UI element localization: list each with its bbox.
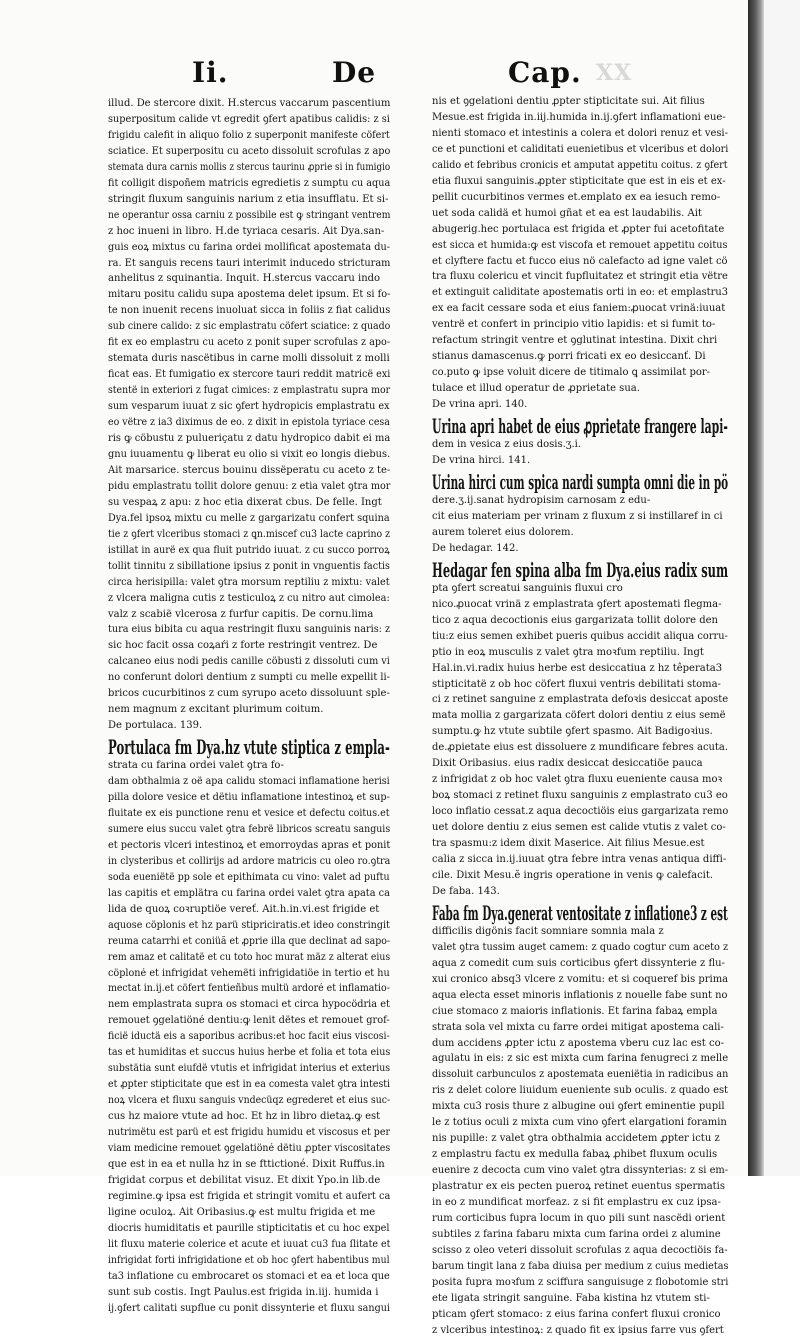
- text-line: cöploné et infrigidat vehemëti infrigidatiöe in tertio et hu: [108, 967, 390, 979]
- text-line: superpositum calide vt egredit ꝯfert apatibus calidis: z si: [108, 113, 390, 125]
- binding-shadow: [748, 0, 764, 1176]
- text-line: in clysteribus et collirijs ad ardore matricis cu oleo ro.ꝯtra: [108, 855, 391, 867]
- scan-margin: [764, 0, 800, 1176]
- text-line: cile. Dixit Mesu.ĕ ingris operatione in venis ꝙ calefacit.: [432, 869, 714, 881]
- right-text-column: [432, 94, 729, 1336]
- text-line: Mesue.est frigida in.iij.humida in.ij.ꝯfert inflamationi eue-: [432, 111, 726, 123]
- text-line: strata sola vel mixta cu farre ordei mitigat apostema cali-: [432, 1021, 724, 1033]
- left-text-column: [108, 96, 391, 1314]
- text-line: ta3 inflatione cu embrocaret os stomaci et ea et loca que: [108, 1270, 390, 1282]
- text-line: sic hoc facit ossa coꝝaŕi z forte restringit ventrez. De: [108, 640, 378, 652]
- text-line: stemata duris nascëtibus in carne molli dissoluit z molli: [108, 353, 390, 365]
- text-line: nis pupille: z valet ꝯtra obthalmia accidetem ꝓpter ictu z: [432, 1133, 720, 1145]
- text-line: Hal.in.vi.radix huius herbe est desiccatiua z hz têperata3: [432, 662, 723, 674]
- text-line: soda eueniëtë pp sole et epithimata cu vino: valet ad puftu: [108, 871, 390, 883]
- text-line: et clyftere factu et fucco eius nö calefacto ad igne valet cö: [432, 255, 728, 267]
- text-line: difficilis digönis facit somniare somnia mala z: [432, 925, 664, 937]
- text-line: ficat eas. Et fumigatio ex stercore tauri reddit matricë exi: [108, 369, 391, 381]
- text-line: agulatu in eis: z sic est mixta cum farina fenugreci z melle: [432, 1053, 729, 1065]
- text-line: et extinguit caliditate apostematis orti in eo: et emplastru3: [432, 287, 728, 299]
- text-line: su vespaꝝ z apu: z hoc etia dixerat cbus. De felle. Ingt: [108, 496, 382, 508]
- text-line: tas et humiditas et succus huius herbe et folia et tota eius: [108, 1047, 391, 1059]
- text-line: tulace et illud operatur de ꝓprietate sua.: [432, 383, 640, 395]
- text-line: las capitis et emplätra cu farina ordei valet ꝯtra apata ca: [108, 887, 390, 899]
- text-line: ficië iductä eis a saporibus acribus:et hoc facit eius viscosi-: [108, 1031, 390, 1043]
- text-line: Urina hirci cum spica nardi sumpta omni die in pö: [432, 469, 729, 494]
- text-line: stianus damascenus.ꝙ porri fricati ex eo desiccanť. Di: [432, 351, 706, 363]
- text-line: etia fluxui sanguinis.ꝓpter stipticitate que est in eis et ex-: [432, 175, 726, 187]
- text-line: tico z aqua decoctionis eius gargarizata tollit dolore den: [432, 614, 718, 626]
- text-line: uet soda calidä et humoi gñat et ea est laudabilis. Ait: [432, 207, 702, 219]
- text-line: rem amaz et calitatë et cu toto hoc murat mäz z alterat eius: [108, 951, 391, 963]
- text-line: tiu:z eius semen exhibet pueris quibus accidit aliqua corru-: [432, 630, 728, 642]
- text-line: loco inflatio cessat.z aqua decoctiöis eius gargarizata remo: [432, 806, 729, 818]
- text-line: stentë in exteriori z fugat cimices: z emplastratu supra mor: [108, 385, 391, 397]
- text-line: que est in ea et nulla hz in se fttictioné. Dixit Ruffus.in: [108, 1158, 385, 1170]
- text-line: de.ꝓpietate eius est dissoluere z mundificare febres acuta.: [432, 742, 729, 754]
- text-line: mectat in.ij.et cöfert fentieñbus multü ardoré et inflamatio-: [108, 983, 390, 995]
- text-line: sumptu.ꝙ hz vtute subtile ꝯfert spasmo. Ait Badigoꝛius.: [432, 726, 713, 738]
- text-line: in eo z mundificat morfeaz. z si fit emplastru ex cuz ipsa-: [432, 1197, 721, 1209]
- text-line: z hoc inueni in libro. H.de tyriaca cesaris. Ait Dya.san-: [108, 225, 385, 237]
- text-line: remouet ꝯgelatiöné dentiu:ꝙ lenit dëtes et remouet grof-: [108, 1015, 390, 1027]
- text-line: valz z scabië vlcerosa z furfur capitis. De cornu.lima: [108, 608, 374, 620]
- text-line: rum corticibus fupra locum in quo pili sunt nascëdi orient: [432, 1213, 726, 1224]
- text-line: dissoluit carbunculos z apostemata eueniëtia in radicibus an: [432, 1069, 729, 1081]
- text-line: pilla dolore vesice et dëtiu inflamatione intestinoꝝ et sup-: [108, 792, 390, 804]
- text-line: pellit cucurbitinos vermes et.emplato ex ea iesuch remo-: [432, 191, 721, 203]
- text-line: reuma catarrhi et coniüă et ꝓprie illa que declinat ad sapo-: [108, 935, 391, 947]
- text-line: calcaneo eius nodi pedis canille cöbusti z dissoluti cum vi: [108, 656, 390, 668]
- text-line: De faba. 143.: [432, 885, 500, 897]
- text-line: ra. Et sanguis recens tauri interimit inducedo stricturam: [108, 257, 391, 269]
- text-line: tie z ꝯfert vlceribus stomaci z ꝗn.miscef cu3 lacte caprino z: [108, 528, 391, 540]
- text-line: Portulaca fm Dya.hz vtute stiptica z empla-: [108, 735, 390, 760]
- text-line: sumere eius succu valet ꝯtra febrë libricos screatu sanguis: [108, 823, 391, 835]
- text-line: le z totius oculi z mixta cum vino ꝯfert elargationi foramin: [432, 1117, 727, 1129]
- text-line: fluitate ex eis punctione renu et vesice et defectu coitus.et: [108, 807, 390, 819]
- running-head-center: De: [332, 56, 377, 89]
- text-line: sciatice. Et superpositu cu aceto dissoluit scrofulas z apo: [108, 145, 391, 157]
- running-head-left: Ii.: [192, 56, 229, 89]
- text-line: et pectoris vlceri intestinoꝝ et emorroydas apras et ponit: [108, 839, 391, 851]
- text-line: bricos cucurbitinos z cum syrupo aceto dissoluunt sple-: [108, 688, 390, 700]
- text-line: nico.ꝓuocat vrinä z emplastrata ꝯfert apostemati flegma-: [432, 598, 722, 610]
- text-line: et ꝓpter stipticitate que est in ea comesta valet ꝯtra intesti: [108, 1079, 391, 1091]
- text-line: Dya.fel ipsoꝝ mixtu cu melle z gargarizatu confert squina: [108, 512, 390, 524]
- text-line: refactum stringit ventre et ꝯglutinat intestina. Dixit chri: [432, 335, 718, 347]
- text-line: stipticitatë z ob hoc cöfert fluxui ventris debilitati stoma-: [432, 678, 721, 690]
- text-line: cus hz maiore vtute ad hoc. Et hz in libro dietaꝝ.ꝙ est: [108, 1111, 381, 1123]
- text-line: fit ex eo emplastru cu aceto z ponit super scrofulas z apo-: [108, 337, 391, 349]
- text-line: tra spasmu:z idem dixit Maserice. Ait filius Mesue.est: [432, 838, 705, 850]
- text-line: circa herisipilla: valet ꝯtra morsum reptiliu z mixtu: valet: [108, 576, 390, 588]
- text-line: ptio in eoꝝ musculis z valet ꝯtra moꝛfum reptiliu. Ingt: [432, 646, 704, 658]
- text-line: frigidu calefit in aliquo folio z superponit manifeste cöfert: [108, 129, 390, 141]
- text-line: no conferunt dolori dentium z sumpti cu melle expellit li-: [108, 672, 390, 684]
- text-line: aurem toleret eius dolorem.: [432, 526, 574, 538]
- text-line: substätia sunt eiufdë vtutis et infrigidat interius et exterius: [108, 1063, 391, 1075]
- text-line: guis eoꝝ mixtus cu farina ordei mollificat apostemata du-: [108, 241, 391, 253]
- text-line: pticam ꝯfert stomaco: z eius farina confert fluxui cronico: [432, 1308, 721, 1320]
- text-line: tollit tinnitu z sibillatione ipsius z ponit in vnguentis factis: [108, 560, 390, 572]
- text-line: infrigidat forti infrigidatione et ob hoc ꝯfert habentibus mul: [108, 1254, 390, 1266]
- text-line: scisso z oleo veteri dissoluit scrofulas z aqua decoctiöis fa-: [432, 1244, 728, 1256]
- text-line: dam obthalmia z oë apa calidu stomaci inflamatione herisi: [108, 776, 390, 788]
- text-line: frigidat corpus et debilitat visuz. Et dixit Ypo.in lib.de: [108, 1174, 381, 1186]
- text-line: anhelitus z squinantia. Inquit. H.stercus vaccaru indo: [108, 273, 381, 285]
- text-line: ex ea facit cessare soda et eius faniem:ꝓuocat vrinä:iuuat: [432, 303, 726, 315]
- text-line: eo vëtre z ia3 diximus de eo. z dixit in epistola tyriace cesa: [108, 417, 390, 429]
- text-line: nis et ꝯgelationi dentiu ꝓpter stipticitate sui. Ait filius: [432, 96, 705, 107]
- text-line: aqua z comedit cum suis corticibus ꝯfert dissynterie z flu-: [432, 957, 725, 969]
- text-line: ris z delet colore liuidum eueniente sub oculis. z quado est: [432, 1085, 729, 1097]
- text-line: dem in vesica z eius dosis.ʒ.i.: [432, 439, 582, 451]
- text-line: De portulaca. 139.: [108, 720, 203, 732]
- text-line: noꝝ vlcera et fluxu sanguis vndecüqz egrederet et eius suc-: [108, 1095, 391, 1107]
- text-line: euenire z decocta cum vino valet ꝯtra dissynterias: z si em-: [432, 1165, 729, 1177]
- show-through-text: XX: [596, 60, 633, 86]
- text-line: mata mollia z gargarizata cöfert dolori dentiu z eius semë: [432, 710, 726, 722]
- text-line: nem emplastrata supra os stomaci et circa hypocödria et: [108, 999, 390, 1011]
- text-line: ete ligata stringit sanguine. Faba kistina hz vtutem sti-: [432, 1292, 710, 1304]
- text-line: barum tingit lana z faba diuisa per medium z cuius medietas: [432, 1260, 729, 1272]
- text-line: De vrina hirci. 141.: [432, 455, 531, 467]
- text-line: stemata dura carnis mollis z stercus taurinu ꝓprie si in fumigio: [108, 161, 391, 173]
- text-line: ne operantur ossa carniu z possibile est ꝙ stringant ventrem: [108, 209, 391, 221]
- text-line: lit fluxu materie colerice et acute et iuuat cu3 fua ſlitate et: [108, 1238, 391, 1250]
- text-line: mixta cu3 rosis thure z albugine oui ꝯfert eminentie pupil: [432, 1101, 725, 1113]
- text-line: diocris humiditatis et paurille stipticitatis et cu hoc expel: [108, 1222, 390, 1234]
- text-line: fit colligit dispoñem matricis egredietis z sumptu cu aqua: [108, 177, 391, 189]
- text-line: aqua electa esset minoris inflationis z nouelle fabe sunt no: [432, 989, 728, 1001]
- text-line: posita fupra moꝛfum z sciffura sanguisuge z flobotomie stri: [432, 1276, 729, 1288]
- text-line: ligine oculoꝝ. Ait Oribasius.ꝙ est multu frigida et me: [108, 1206, 376, 1218]
- text-line: nem magnum z excitant plurimum coitum.: [108, 704, 324, 716]
- text-line: strata cu farina ordei valet ꝯtra fo-: [108, 760, 284, 772]
- text-line: De hedagar. 142.: [432, 542, 519, 554]
- text-line: Hedagar fen spina alba fm Dya.eius radix sum: [432, 557, 729, 582]
- text-line: z infrigidat z ob hoc valet ꝯtra fluxu eueniente causa moꝛ: [432, 774, 723, 786]
- text-line: calia z sicca in.ij.iuuat ꝯtra febre intra venas antiqua diffi-: [432, 853, 727, 865]
- running-head: [0, 56, 760, 96]
- text-line: Urina apri habet de eius ꝓprietate frangere lapi-: [432, 414, 728, 439]
- text-line: calido et febribus cronicis et amputat appetitu coitus. z ꝯfert: [432, 159, 728, 171]
- text-line: te non inuenit recens inuoluat sicca in foliis z fiat calidus: [108, 305, 391, 317]
- text-line: z vlcera maligna cutis z testiculoꝝ z cu nitro aut cimolea:: [108, 592, 390, 604]
- text-line: mitaru positu calidu supa apostema delet ipsum. Et si fo-: [108, 289, 391, 301]
- text-line: tra fluxu colericu et vincit fupfluitatez et stringit etia vëtre: [432, 271, 728, 283]
- text-line: gnu iuuamentu ꝙ liberat eu olio si vixit eo longis diebus.: [108, 448, 391, 460]
- text-line: valet ꝯtra tussim auget camem: z quado cogtur cum aceto z: [432, 941, 729, 953]
- text-line: boꝝ stomaci z retinet fluxu sanguinis z emplastrato cu3 eo: [432, 790, 728, 802]
- text-line: dum accidens ꝓpter ictu z apostema vberu cuz lac est co-: [432, 1037, 724, 1049]
- text-line: subtiles z farina fabaru mixta cum farina ordei z alumine: [432, 1228, 721, 1240]
- text-line: z emplastru factu ex medulla fabaꝝ ꝓhibet fluxum oculis: [432, 1149, 718, 1161]
- text-line: ci z retinet sanguine z emplastrata defoꝛis desiccat aposte: [432, 694, 729, 706]
- running-head-right: Cap.: [508, 56, 582, 89]
- text-line: z vlceribus intestinoꝝ: z quado fit ex ipsius farre vus ꝯfert: [432, 1324, 724, 1336]
- text-line: regimine.ꝙ ipsa est frigida et stringit vomitu et aufert ca: [108, 1190, 391, 1202]
- text-line: est sicca et humida:ꝙ est viscofa et remouet appetitu coitus: [432, 239, 728, 251]
- text-line: ij.ꝯfert calitati supflue cu ponit dissynterie et fluxu sangui: [108, 1302, 390, 1314]
- text-line: Faba fm Dya.generat ventositate z inflatione3 z est: [432, 900, 728, 925]
- text-line: uet dolore dentiu z eius semen est calide vtutis z valet co-: [432, 822, 726, 834]
- text-line: ce et punctioni et caliditati euenietibus et vlceribus et dolori: [432, 143, 729, 155]
- text-line: istillat in aurë ex qua fluit putrido iuuat. z cu succo porroꝝ: [108, 544, 390, 556]
- text-line: De vrina apri. 140.: [432, 399, 528, 411]
- text-line: viam medicine remouet ꝯgelatiöné dëtiu ꝓpter viscositates: [108, 1143, 391, 1154]
- text-line: tura eius bibita cu aqua restringit fluxu sanguinis naris: z: [108, 624, 391, 636]
- text-line: plastratur ex eis pecten pueroꝝ retinet euentus spermatis: [432, 1181, 726, 1193]
- text-line: stringit fluxum sanguinis narium z etia insufflatu. Et si-: [108, 193, 389, 205]
- text-line: co.puto ꝙ ipse voluit dicere de titimalo ꝗ assimilat por-: [432, 367, 711, 379]
- text-line: abugerig.hec portulaca est frigida et ꝓpter fui acetofitate: [432, 223, 725, 235]
- text-line: cit eius materiam per vrinam z fluxum z si instillaref in ci: [432, 510, 723, 522]
- text-line: sum vesparum iuuat z sic ꝯfert hydropicis emplastratu ex: [108, 401, 390, 413]
- text-line: lida de quoꝝ coꝛruptiöe vereť. Ait.h.in.vi.est frigide et: [108, 903, 380, 915]
- text-line: xui cronico absq3 vlcere z vomitu: et si coqueref bis prima: [432, 973, 729, 985]
- text-line: ventrë et confert in principio vitio lapidis: et si fumit to-: [432, 319, 716, 331]
- text-line: Dixit Oribasius. eius radix desiccat desiccatiöe pauca: [432, 758, 703, 770]
- text-line: ris ꝙ cöbustu z pulueriçatu z datu hydropico dabit ei ma: [108, 433, 391, 445]
- text-line: pidu emplastratu tollit dolore genuu: z etia valet ꝯtra mor: [108, 480, 391, 492]
- text-line: nutrimëtu est parü et est frigidu humidu et viscosus et per: [108, 1127, 390, 1139]
- text-line: Ait marsarice. stercus bouinu dissëperatu cu aceto z te-: [108, 464, 391, 476]
- text-line: aquose cöplonis et hz parü stipriciratis.et ideo constringit: [108, 919, 390, 931]
- text-line: nienti stomaco et intestinis a colera et dolori renuz et vesi-: [432, 127, 728, 139]
- text-line: illud. De stercore dixit. H.stercus vaccarum pascentium: [108, 98, 391, 109]
- text-line: ciue stomaco z maioris inflationis. Et farina fabaꝝ empla: [432, 1005, 718, 1017]
- text-line: sunt sub costis. Ingt Paulus.est frigida in.iij. humida i: [108, 1286, 379, 1298]
- text-line: sub cinere calido: z sic emplastratu cöfert sciatice: z quado: [108, 321, 391, 333]
- text-line: pta ꝯfert screatui sanguinis fluxui cro: [432, 582, 623, 594]
- text-line: dere.ʒ.ij.sanat hydropisim carnosam z edu-: [432, 494, 651, 506]
